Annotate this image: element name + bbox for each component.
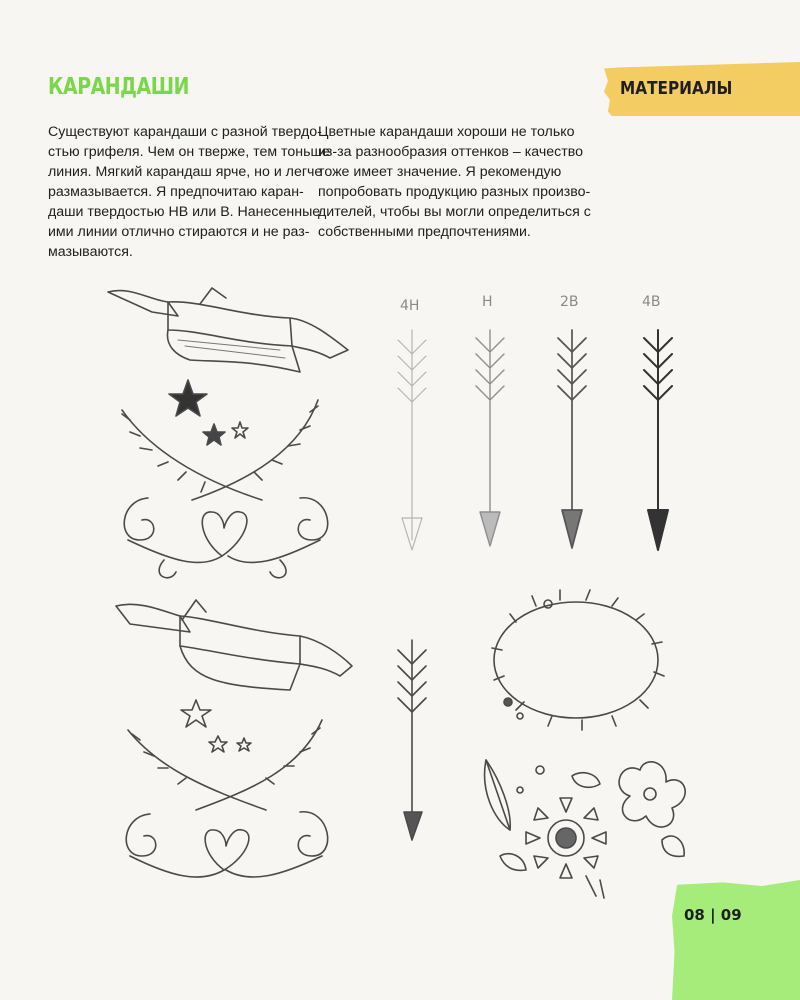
laurel-branches-drawing bbox=[128, 720, 322, 810]
flowers-drawing bbox=[485, 760, 686, 898]
arrow-drawing-4h bbox=[398, 330, 426, 550]
pencil-grade-labels bbox=[400, 294, 661, 314]
page-number: 08 | 09 bbox=[684, 906, 742, 924]
arrow-drawing-h bbox=[476, 330, 504, 546]
stars-drawing bbox=[181, 700, 251, 752]
flourish-heart-drawing bbox=[126, 812, 327, 877]
grade-label-4b: 4B bbox=[642, 294, 661, 310]
arrow-drawing bbox=[398, 640, 426, 840]
grade-label-2b: 2B bbox=[560, 294, 579, 310]
ribbon-banner-drawing bbox=[116, 600, 352, 690]
body-text-right: Цветные карандаши хороши не только из-за разнообразия оттенков – качество тоже имеет значение. Я рекомендую попробовать продукцию разных произво- дителей, чтобы вы могли определиться с собственными предпочтениями. bbox=[318, 124, 591, 240]
arrow-drawing-2b bbox=[558, 330, 586, 548]
section-tab-label: МАТЕРИАЛЫ bbox=[620, 78, 733, 99]
ribbon-banner-drawing bbox=[108, 288, 348, 372]
grade-label-4h: 4H bbox=[400, 298, 420, 314]
grade-label-h: H bbox=[482, 294, 493, 310]
section-title: КАРАНДАШИ bbox=[48, 74, 190, 100]
page-number-tab bbox=[672, 880, 800, 1000]
wreath-drawing bbox=[492, 590, 664, 730]
stars-drawing bbox=[169, 380, 248, 445]
laurel-branches-drawing bbox=[122, 400, 318, 500]
flourish-heart-drawing bbox=[124, 498, 327, 578]
arrow-drawing-4b bbox=[644, 330, 672, 550]
body-text-left: Существуют карандаши с разной твердо- стью грифеля. Чем он тверже, тем тоньше линия. Мягкий карандаш ярче, но и легче размазывается. Я предпочитаю каран- даши твердостью НВ или В. Нанесенные ими линии отлично стираются и не раз- мазываются. bbox=[48, 124, 330, 260]
